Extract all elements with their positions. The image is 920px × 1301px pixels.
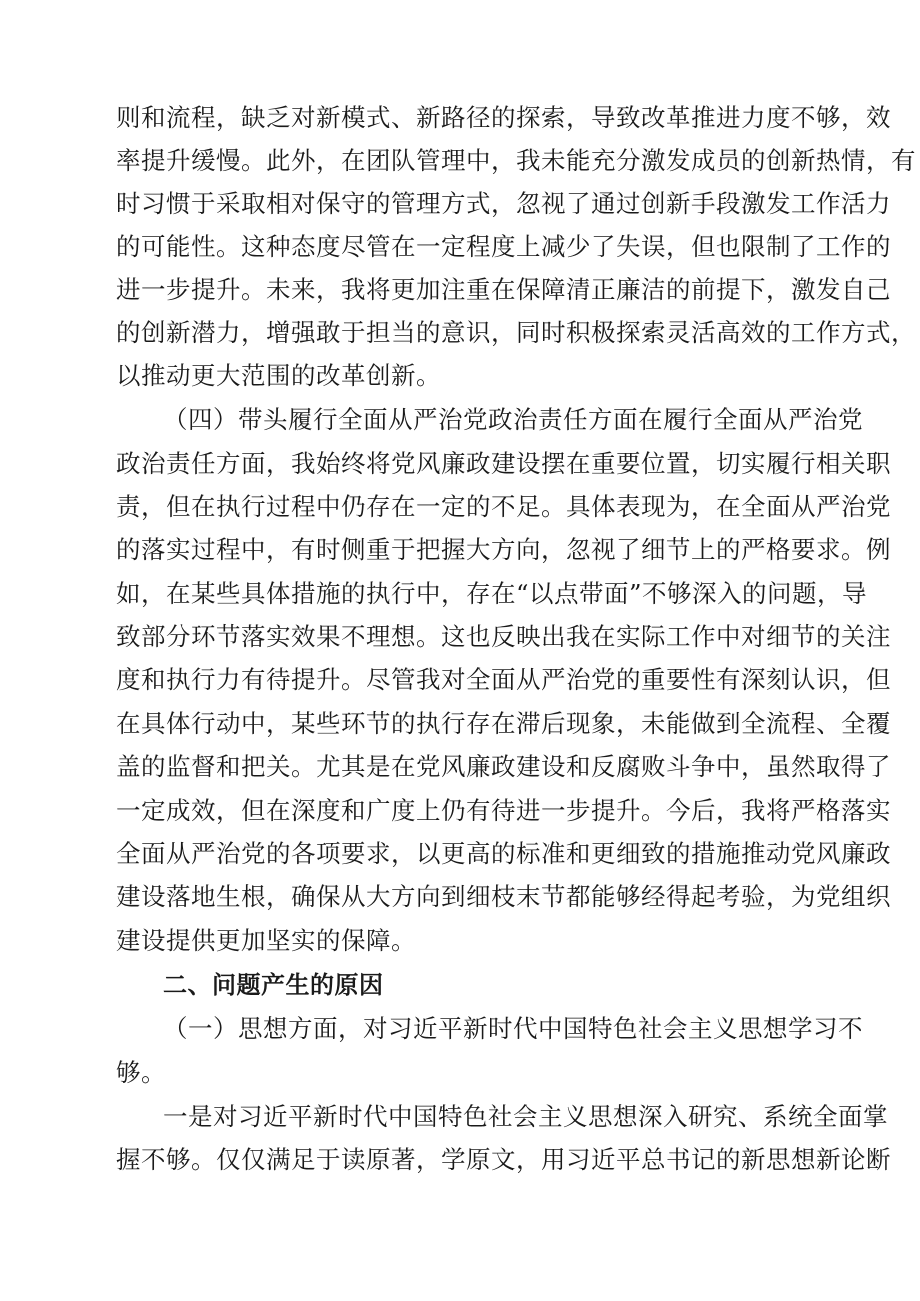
body-text-line: 时习惯于采取相对保守的管理方式，忽视了通过创新手段激发工作活力 xyxy=(116,189,891,218)
body-text-line: 率提升缓慢。此外，在团队管理中，我未能充分激发成员的创新热情，有 xyxy=(116,146,916,175)
chapter-heading: 二、问题产生的原因 xyxy=(163,971,384,999)
body-text-line: 建设落地生根，确保从大方向到细枝末节都能够经得起考验，为党组织 xyxy=(116,882,891,911)
body-text-line: 全面从严治党的各项要求，以更高的标准和更细致的措施推动党风廉政 xyxy=(116,839,891,868)
body-text-line: 则和流程，缺乏对新模式、新路径的探索，导致改革推进力度不够，效 xyxy=(116,103,891,132)
body-text-line: 如，在某些具体措施的执行中，存在“以点带面”不够深入的问题，导 xyxy=(116,579,868,608)
body-text-line: 一是对习近平新时代中国特色社会主义思想深入研究、系统全面掌 xyxy=(163,1102,888,1131)
body-text-line: 够。 xyxy=(116,1058,166,1087)
body-text-line: 度和执行力有待提升。尽管我对全面从严治党的重要性有深刻认识，但 xyxy=(116,665,891,694)
section-heading-line: （四）带头履行全面从严治党政治责任方面在履行全面从严治党 xyxy=(163,405,863,434)
body-text-line: 政治责任方面，我始终将党风廉政建设摆在重要位置，切实履行相关职 xyxy=(116,449,891,478)
body-text-line: 的创新潜力，增强敢于担当的意识，同时积极探索灵活高效的工作方式， xyxy=(116,318,916,347)
body-text-line: 的可能性。这种态度尽管在一定程度上减少了失误，但也限制了工作的 xyxy=(116,232,891,261)
body-text-line: 以推动更大范围的改革创新。 xyxy=(116,361,441,390)
body-text-line: 在具体行动中，某些环节的执行存在滞后现象，未能做到全流程、全覆 xyxy=(116,709,891,738)
body-text-line: 致部分环节落实效果不理想。这也反映出我在实际工作中对细节的关注 xyxy=(116,622,891,651)
subsection-heading-line: （一）思想方面，对习近平新时代中国特色社会主义思想学习不 xyxy=(163,1014,863,1043)
body-text-line: 建设提供更加坚实的保障。 xyxy=(116,926,416,955)
body-text-line: 盖的监督和把关。尤其是在党风廉政建设和反腐败斗争中，虽然取得了 xyxy=(116,752,891,781)
body-text-line: 握不够。仅仅满足于读原著，学原文，用习近平总书记的新思想新论断 xyxy=(116,1145,891,1174)
body-text-line: 一定成效，但在深度和广度上仍有待进一步提升。今后，我将严格落实 xyxy=(116,796,891,825)
body-text-line: 责，但在执行过程中仍存在一定的不足。具体表现为，在全面从严治党 xyxy=(116,492,891,521)
body-text-line: 的落实过程中，有时侧重于把握大方向，忽视了细节上的严格要求。例 xyxy=(116,535,891,564)
body-text-line: 进一步提升。未来，我将更加注重在保障清正廉洁的前提下，激发自己 xyxy=(116,275,891,304)
